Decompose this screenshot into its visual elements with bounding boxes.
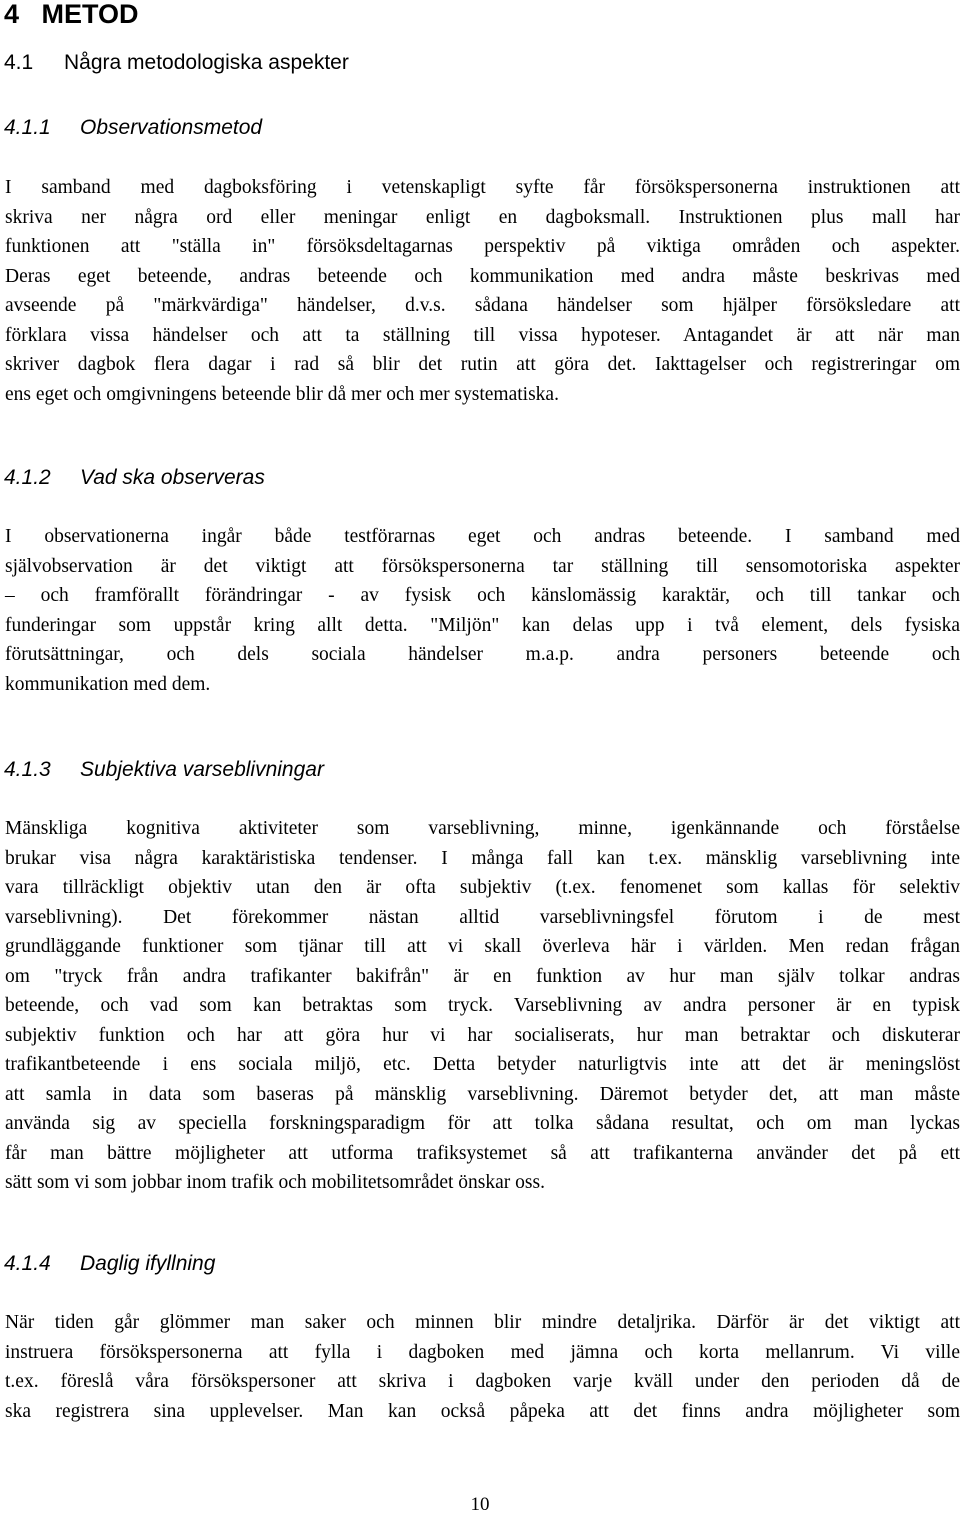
subsection-heading-observationsmetod (4, 114, 262, 142)
subsection-heading-daglig-ifyllning (4, 1250, 215, 1278)
paragraph-line: funderingar som uppstår kring allt detta. "Miljön" kan delas upp i två element, dels fysiska (5, 614, 960, 636)
subsection-title: Vad ska observeras (80, 466, 265, 489)
paragraph-line: kommunikation med dem. (5, 673, 211, 695)
paragraph-line: avseende på "märkvärdiga" händelser, d.v.s. sådana händelser som hjälper försöksledare att (5, 295, 960, 316)
paragraph-line: subjektiv funktion och har att göra hur vi har socialiserats, hur man betraktar och diskuterar (5, 1024, 960, 1046)
chapter-title: METOD (41, 0, 139, 29)
paragraph-line: förutsättningar, och dels sociala händelser m.a.p. andra personers beteende och (5, 644, 960, 665)
paragraph-line: skriver dagbok flera dagar i rad så blir det rutin att göra det. Iakttagelser och registreringar om (5, 354, 960, 375)
paragraph-line: ska registrera sina upplevelser. Man kan också påpeka att det finns andra möjligheter som (5, 1400, 960, 1422)
subsection-title: Daglig ifyllning (80, 1252, 216, 1275)
paragraph-line: brukar visa några karaktäristiska tendenser. I många fall kan t.ex. mänsklig varseblivning inte (5, 847, 960, 869)
paragraph-line: trafikantbeteende i ens sociala miljö, etc. Detta betyder naturligtvis inte att det är meningslöst (5, 1054, 960, 1075)
paragraph-line: grundläggande funktioner som tjänar till att vi skall överleva här i världen. Men redan frågan (5, 936, 960, 957)
paragraph-line: får man bättre möjligheter att utforma trafiksystemet så att trafikanterna använder det på ett (5, 1142, 960, 1164)
chapter-heading (4, 0, 139, 32)
paragraph-line: skriva ner några ord eller meningar enligt en dagboksmall. Instruktionen plus mall har (5, 206, 960, 228)
paragraph-line: funktionen att "ställa in" försöksdeltagarnas perspektiv på viktiga områden och aspekter. (5, 236, 960, 257)
paragraph-line: använda sig av speciella forskningsparadigm för att tolka sådana resultat, och om man lyckas (5, 1113, 960, 1134)
paragraph-line: Mänskliga kognitiva aktiviteter som varseblivning, minne, igenkännande och förståelse (5, 818, 960, 839)
subsection-number: 4.1.2 (4, 466, 51, 489)
paragraph-line: förklara vissa händelser och att ta ställning till vissa hypoteser. Antagandet är att när man (5, 324, 960, 346)
paragraph-line: Deras eget beteende, andras beteende och kommunikation med andra måste beskrivas med (5, 265, 960, 287)
paragraph-line: I samband med dagboksföring i vetenskapligt syfte får försökspersonerna instruktionen att (5, 177, 960, 198)
chapter-number: 4 (4, 0, 20, 29)
paragraph-daglig-ifyllning (5, 1308, 960, 1426)
paragraph-observationsmetod (5, 173, 960, 409)
subsection-number: 4.1.4 (4, 1252, 51, 1275)
paragraph-line: – och framförallt förändringar - av fysisk och känslomässig karaktär, och till tankar och (5, 585, 960, 606)
paragraph-line: instruera försökspersonerna att fylla i dagboken med jämna och korta mellanrum. Vi ville (5, 1341, 960, 1363)
paragraph-line: I observationerna ingår både testförarnas eget och andras beteende. I samband med (5, 526, 960, 547)
paragraph-line: om "tryck från andra trafikanter bakifrån" är en funktion av hur man själv tolkar andras (5, 965, 960, 987)
subsection-title: Observationsmetod (80, 116, 263, 139)
paragraph-line: vara tillräckligt objektiv utan den är ofta subjektiv (t.ex. fenomenet som kallas för selektiv (5, 877, 960, 898)
subsection-number: 4.1.1 (4, 116, 51, 139)
section-number: 4.1 (4, 51, 34, 74)
paragraph-line: t.ex. föreslå våra försökspersoner att skriva i dagboken varje kväll under den perioden då de (5, 1371, 960, 1392)
paragraph-line: att samla in data som baseras på mänsklig varseblivning. Däremot betyder det, att man måste (5, 1083, 960, 1105)
paragraph-subjektiva-varseblivningar (5, 814, 960, 1198)
paragraph-line: beteende, och vad som kan betraktas som tryck. Varseblivning av andra personer är en typisk (5, 995, 960, 1016)
paragraph-line: varseblivning). Det förekommer nästan alltid varseblivningsfel förutom i de mest (5, 906, 960, 928)
paragraph-line: När tiden går glömmer man saker och minnen blir mindre detaljrika. Därför är det viktigt att (5, 1312, 960, 1333)
subsection-number: 4.1.3 (4, 758, 51, 781)
section-title: Några metodologiska aspekter (64, 51, 349, 74)
subsection-heading-subjektiva-varseblivningar (4, 756, 324, 784)
paragraph-line: självobservation är det viktigt att försökspersonerna tar ställning till sensomotoriska aspekter (5, 555, 960, 577)
paragraph-line: sätt som vi som jobbar inom trafik och mobilitetsområdet önskar oss. (5, 1172, 545, 1193)
paragraph-vad-ska-observeras (5, 522, 960, 699)
section-heading (4, 49, 349, 77)
subsection-heading-vad-ska-observeras (4, 464, 265, 492)
subsection-title: Subjektiva varseblivningar (80, 758, 324, 781)
paragraph-line: ens eget och omgivningens beteende blir då mer och mer systematiska. (5, 383, 559, 405)
page-number: 10 (470, 1494, 490, 1515)
